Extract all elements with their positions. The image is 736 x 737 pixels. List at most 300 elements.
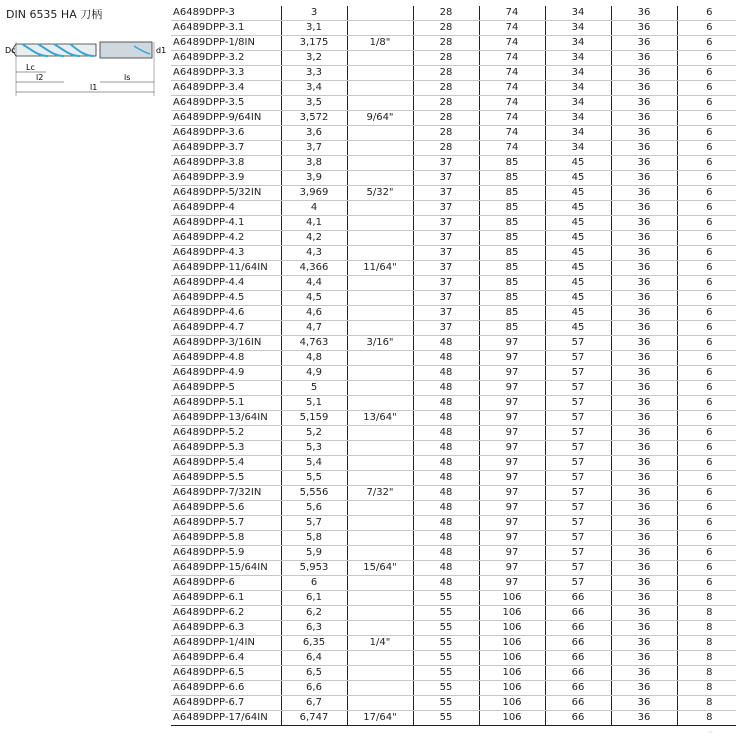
table-cell: 55: [413, 711, 479, 726]
table-cell: [347, 396, 413, 411]
table-cell: 66: [545, 636, 611, 651]
table-cell: 5,953: [281, 561, 347, 576]
table-row: [171, 621, 736, 636]
table-cell: 45: [545, 291, 611, 306]
table-cell: 6: [677, 561, 736, 576]
l2-label: l2: [36, 73, 44, 82]
table-cell: [347, 216, 413, 231]
table-cell: A6489DPP-4.5: [171, 291, 281, 306]
table-cell: [347, 306, 413, 321]
table-cell: 6: [677, 36, 736, 51]
table-row: [171, 591, 736, 606]
table-cell: 36: [611, 666, 677, 681]
table-cell: 97: [479, 501, 545, 516]
table-cell: 48: [413, 381, 479, 396]
table-cell: 57: [545, 411, 611, 426]
table-cell: 45: [545, 321, 611, 336]
d1-label: d1: [156, 46, 167, 55]
table-cell: 3/16": [347, 336, 413, 351]
table-cell: [347, 51, 413, 66]
table-cell: 6: [677, 66, 736, 81]
table-cell: 6: [677, 531, 736, 546]
table-cell: 36: [611, 606, 677, 621]
table-cell: 48: [413, 516, 479, 531]
table-cell: 28: [413, 36, 479, 51]
table-cell: 8: [677, 591, 736, 606]
table-cell: A6489DPP-6.4: [171, 651, 281, 666]
table-cell: 74: [479, 81, 545, 96]
table-cell: 66: [545, 681, 611, 696]
table-cell: 8: [677, 636, 736, 651]
table-cell: 74: [479, 126, 545, 141]
table-cell: 45: [545, 156, 611, 171]
table-cell: 6: [677, 186, 736, 201]
table-row: [171, 321, 736, 336]
table-cell: 3,5: [281, 96, 347, 111]
table-cell: 45: [545, 231, 611, 246]
table-cell: 57: [545, 366, 611, 381]
table-cell: 55: [413, 651, 479, 666]
table-cell: 55: [413, 621, 479, 636]
table-cell: 34: [545, 141, 611, 156]
table-cell: 74: [479, 51, 545, 66]
table-row: [171, 711, 736, 726]
table-cell: 4,3: [281, 246, 347, 261]
table-cell: 6: [677, 81, 736, 96]
table-cell: 36: [611, 156, 677, 171]
table-row: [171, 306, 736, 321]
table-cell: [347, 456, 413, 471]
table-cell: 4,7: [281, 321, 347, 336]
table-cell: 34: [545, 36, 611, 51]
table-cell: [347, 126, 413, 141]
table-cell: [347, 471, 413, 486]
table-cell: 36: [611, 531, 677, 546]
table-cell: 36: [611, 621, 677, 636]
table-row: [171, 366, 736, 381]
table-cell: 6,6: [281, 681, 347, 696]
table-cell: 85: [479, 261, 545, 276]
table-row: [171, 111, 736, 126]
table-cell: 6: [677, 396, 736, 411]
table-cell: 6: [677, 156, 736, 171]
table-cell: 66: [545, 666, 611, 681]
table-cell: A6489DPP-3.8: [171, 156, 281, 171]
table-cell: 66: [545, 696, 611, 711]
table-cell: 36: [611, 141, 677, 156]
table-cell: 6,1: [281, 591, 347, 606]
table-cell: 8: [677, 651, 736, 666]
table-cell: 28: [413, 6, 479, 21]
table-row: [171, 486, 736, 501]
table-cell: 85: [479, 306, 545, 321]
table-cell: 48: [413, 456, 479, 471]
table-row: [171, 66, 736, 81]
table-cell: A6489DPP-9/64IN: [171, 111, 281, 126]
table-cell: A6489DPP-4.6: [171, 306, 281, 321]
table-cell: 36: [611, 366, 677, 381]
table-cell: 6: [677, 201, 736, 216]
table-cell: 4,6: [281, 306, 347, 321]
table-cell: 3,572: [281, 111, 347, 126]
table-row: [171, 246, 736, 261]
table-cell: 8: [677, 606, 736, 621]
table-cell: 36: [611, 306, 677, 321]
table-cell: [347, 681, 413, 696]
table-cell: [347, 426, 413, 441]
table-cell: [347, 366, 413, 381]
table-cell: 85: [479, 276, 545, 291]
table-row: [171, 531, 736, 546]
table-row: [171, 471, 736, 486]
table-cell: 8: [677, 666, 736, 681]
table-cell: 45: [545, 261, 611, 276]
table-cell: 36: [611, 381, 677, 396]
table-cell: 57: [545, 531, 611, 546]
table-row: [171, 261, 736, 276]
table-cell: A6489DPP-6.5: [171, 666, 281, 681]
table-cell: 37: [413, 321, 479, 336]
drill-diagram: [4, 30, 168, 100]
table-cell: 36: [611, 201, 677, 216]
table-cell: 57: [545, 381, 611, 396]
table-cell: 97: [479, 486, 545, 501]
table-cell: 36: [611, 321, 677, 336]
table-cell: 36: [611, 426, 677, 441]
table-cell: 106: [479, 711, 545, 726]
table-cell: 106: [479, 606, 545, 621]
table-cell: 97: [479, 381, 545, 396]
table-row: [171, 171, 736, 186]
table-cell: 74: [479, 66, 545, 81]
table-cell: 37: [413, 216, 479, 231]
table-cell: 55: [413, 591, 479, 606]
table-cell: A6489DPP-1/8IN: [171, 36, 281, 51]
table-cell: 55: [413, 606, 479, 621]
table-cell: A6489DPP-3/16IN: [171, 336, 281, 351]
table-cell: 8: [677, 681, 736, 696]
table-cell: 6: [677, 261, 736, 276]
table-cell: 48: [413, 486, 479, 501]
table-cell: 6,4: [281, 651, 347, 666]
table-row: [171, 561, 736, 576]
table-cell: 3,1: [281, 21, 347, 36]
table-cell: 57: [545, 426, 611, 441]
table-row: [171, 186, 736, 201]
table-cell: 4,5: [281, 291, 347, 306]
table-cell: 66: [545, 711, 611, 726]
table-cell: [347, 591, 413, 606]
table-cell: 45: [545, 186, 611, 201]
table-cell: 45: [545, 306, 611, 321]
table-cell: 37: [413, 291, 479, 306]
table-cell: 6: [677, 501, 736, 516]
table-cell: [347, 96, 413, 111]
table-row: [171, 396, 736, 411]
table-cell: 6: [677, 276, 736, 291]
table-cell: 48: [413, 336, 479, 351]
table-cell: 36: [611, 81, 677, 96]
table-cell: 97: [479, 531, 545, 546]
table-cell: 74: [479, 36, 545, 51]
table-cell: 57: [545, 441, 611, 456]
table-cell: A6489DPP-3.2: [171, 51, 281, 66]
table-cell: 34: [545, 126, 611, 141]
table-cell: 3,2: [281, 51, 347, 66]
table-cell: 17/64": [347, 711, 413, 726]
table-cell: 36: [611, 231, 677, 246]
table-cell: 28: [413, 66, 479, 81]
table-cell: 37: [413, 246, 479, 261]
table-cell: 6: [677, 306, 736, 321]
table-row: [171, 441, 736, 456]
table-cell: 36: [611, 21, 677, 36]
table-cell: 6: [677, 486, 736, 501]
table-cell: 45: [545, 276, 611, 291]
table-cell: 57: [545, 396, 611, 411]
table-cell: 6: [677, 171, 736, 186]
table-cell: A6489DPP-4.7: [171, 321, 281, 336]
table-cell: 85: [479, 216, 545, 231]
table-cell: A6489DPP-4.1: [171, 216, 281, 231]
table-cell: 48: [413, 501, 479, 516]
table-cell: 3,4: [281, 81, 347, 96]
table-cell: A6489DPP-3.1: [171, 21, 281, 36]
table-row: [171, 231, 736, 246]
dc-label: Dc: [5, 46, 16, 55]
table-cell: 36: [611, 516, 677, 531]
table-cell: [347, 546, 413, 561]
table-cell: 36: [611, 396, 677, 411]
footer-marks: ··: [708, 728, 714, 737]
table-cell: A6489DPP-5: [171, 381, 281, 396]
table-cell: 5,1: [281, 396, 347, 411]
table-cell: 5,8: [281, 531, 347, 546]
table-cell: 5/32": [347, 186, 413, 201]
table-cell: 74: [479, 21, 545, 36]
table-cell: 6: [677, 546, 736, 561]
table-cell: 6,5: [281, 666, 347, 681]
table-row: [171, 651, 736, 666]
table-cell: 45: [545, 246, 611, 261]
table-row: [171, 156, 736, 171]
table-cell: 97: [479, 546, 545, 561]
table-cell: 85: [479, 231, 545, 246]
table-cell: 36: [611, 171, 677, 186]
table-cell: 57: [545, 546, 611, 561]
table-cell: 97: [479, 441, 545, 456]
table-cell: 36: [611, 471, 677, 486]
table-cell: [347, 516, 413, 531]
table-cell: 55: [413, 636, 479, 651]
table-cell: [347, 501, 413, 516]
table-cell: [347, 276, 413, 291]
table-cell: 97: [479, 456, 545, 471]
table-cell: 36: [611, 411, 677, 426]
table-cell: 57: [545, 351, 611, 366]
table-cell: A6489DPP-4.2: [171, 231, 281, 246]
table-row: [171, 696, 736, 711]
table-cell: 3,9: [281, 171, 347, 186]
table-cell: 97: [479, 351, 545, 366]
table-cell: 3: [281, 6, 347, 21]
table-row: [171, 126, 736, 141]
table-cell: 6,35: [281, 636, 347, 651]
table-row: [171, 426, 736, 441]
table-cell: [347, 441, 413, 456]
table-cell: 6: [677, 576, 736, 591]
table-cell: A6489DPP-15/64IN: [171, 561, 281, 576]
table-cell: A6489DPP-1/4IN: [171, 636, 281, 651]
table-cell: 85: [479, 156, 545, 171]
table-cell: A6489DPP-4.4: [171, 276, 281, 291]
table-cell: [347, 141, 413, 156]
table-cell: A6489DPP-7/32IN: [171, 486, 281, 501]
table-row: [171, 576, 736, 591]
table-cell: A6489DPP-4.9: [171, 366, 281, 381]
table-cell: A6489DPP-3.5: [171, 96, 281, 111]
table-cell: 36: [611, 651, 677, 666]
table-cell: 9/64": [347, 111, 413, 126]
table-cell: [347, 531, 413, 546]
table-cell: 5,6: [281, 501, 347, 516]
table-cell: A6489DPP-5.1: [171, 396, 281, 411]
table-row: [171, 636, 736, 651]
table-cell: 36: [611, 591, 677, 606]
table-cell: 6,747: [281, 711, 347, 726]
table-cell: 36: [611, 66, 677, 81]
table-cell: A6489DPP-3.4: [171, 81, 281, 96]
table-cell: [347, 231, 413, 246]
page-title: DIN 6535 HA 刀柄: [6, 8, 103, 21]
table-row: [171, 51, 736, 66]
table-cell: A6489DPP-3.7: [171, 141, 281, 156]
table-cell: 3,969: [281, 186, 347, 201]
table-cell: A6489DPP-4.3: [171, 246, 281, 261]
table-cell: 5,9: [281, 546, 347, 561]
table-cell: A6489DPP-4.8: [171, 351, 281, 366]
table-cell: 6: [677, 411, 736, 426]
table-cell: 5,556: [281, 486, 347, 501]
table-cell: 6: [677, 441, 736, 456]
table-cell: 37: [413, 231, 479, 246]
table-cell: 48: [413, 561, 479, 576]
table-row: [171, 96, 736, 111]
table-cell: 36: [611, 636, 677, 651]
table-cell: 3,175: [281, 36, 347, 51]
table-cell: [347, 351, 413, 366]
table-row: [171, 141, 736, 156]
table-cell: [347, 66, 413, 81]
table-cell: 57: [545, 576, 611, 591]
table-cell: A6489DPP-3.3: [171, 66, 281, 81]
table-cell: [347, 81, 413, 96]
table-cell: [347, 321, 413, 336]
table-cell: A6489DPP-6.2: [171, 606, 281, 621]
table-cell: 37: [413, 261, 479, 276]
table-row: [171, 666, 736, 681]
table-cell: 37: [413, 171, 479, 186]
table-cell: 5,5: [281, 471, 347, 486]
table-cell: 6,7: [281, 696, 347, 711]
table-cell: 36: [611, 261, 677, 276]
table-cell: 37: [413, 186, 479, 201]
table-cell: 48: [413, 411, 479, 426]
table-cell: A6489DPP-17/64IN: [171, 711, 281, 726]
table-cell: 48: [413, 426, 479, 441]
table-cell: 48: [413, 351, 479, 366]
table-cell: 6: [677, 456, 736, 471]
table-cell: 6: [677, 21, 736, 36]
table-cell: 6: [677, 336, 736, 351]
table-cell: 74: [479, 6, 545, 21]
table-cell: 85: [479, 171, 545, 186]
table-cell: 37: [413, 156, 479, 171]
table-cell: 15/64": [347, 561, 413, 576]
table-cell: 28: [413, 126, 479, 141]
table-cell: 36: [611, 561, 677, 576]
table-cell: 6: [677, 51, 736, 66]
l1-label: l1: [90, 83, 98, 92]
table-cell: 13/64": [347, 411, 413, 426]
table-cell: 74: [479, 141, 545, 156]
table-cell: A6489DPP-4: [171, 201, 281, 216]
table-cell: 57: [545, 336, 611, 351]
table-row: [171, 681, 736, 696]
table-cell: 6: [677, 96, 736, 111]
table-cell: 6: [677, 111, 736, 126]
table-cell: 48: [413, 576, 479, 591]
table-cell: 34: [545, 51, 611, 66]
table-cell: [347, 21, 413, 36]
table-cell: 6: [677, 351, 736, 366]
table-cell: 106: [479, 681, 545, 696]
table-cell: 37: [413, 276, 479, 291]
table-row: [171, 291, 736, 306]
table-cell: 4,366: [281, 261, 347, 276]
table-cell: 85: [479, 291, 545, 306]
table-cell: A6489DPP-5.4: [171, 456, 281, 471]
table-cell: 85: [479, 246, 545, 261]
table-cell: 6: [677, 291, 736, 306]
table-cell: 48: [413, 471, 479, 486]
table-cell: 66: [545, 621, 611, 636]
spec-table-body: [171, 6, 736, 726]
table-cell: [347, 381, 413, 396]
table-cell: 34: [545, 111, 611, 126]
table-cell: A6489DPP-6: [171, 576, 281, 591]
table-cell: A6489DPP-6.6: [171, 681, 281, 696]
table-cell: 5,3: [281, 441, 347, 456]
table-cell: 6: [677, 246, 736, 261]
table-cell: 74: [479, 111, 545, 126]
table-row: [171, 36, 736, 51]
table-cell: 57: [545, 486, 611, 501]
table-cell: 45: [545, 201, 611, 216]
table-row: [171, 216, 736, 231]
table-cell: 37: [413, 201, 479, 216]
table-cell: A6489DPP-6.1: [171, 591, 281, 606]
table-row: [171, 411, 736, 426]
table-cell: 4,4: [281, 276, 347, 291]
table-cell: 6: [677, 381, 736, 396]
table-cell: 36: [611, 576, 677, 591]
table-cell: 57: [545, 501, 611, 516]
table-cell: 36: [611, 456, 677, 471]
table-cell: 36: [611, 501, 677, 516]
table-cell: 55: [413, 696, 479, 711]
spec-table: [171, 6, 736, 726]
